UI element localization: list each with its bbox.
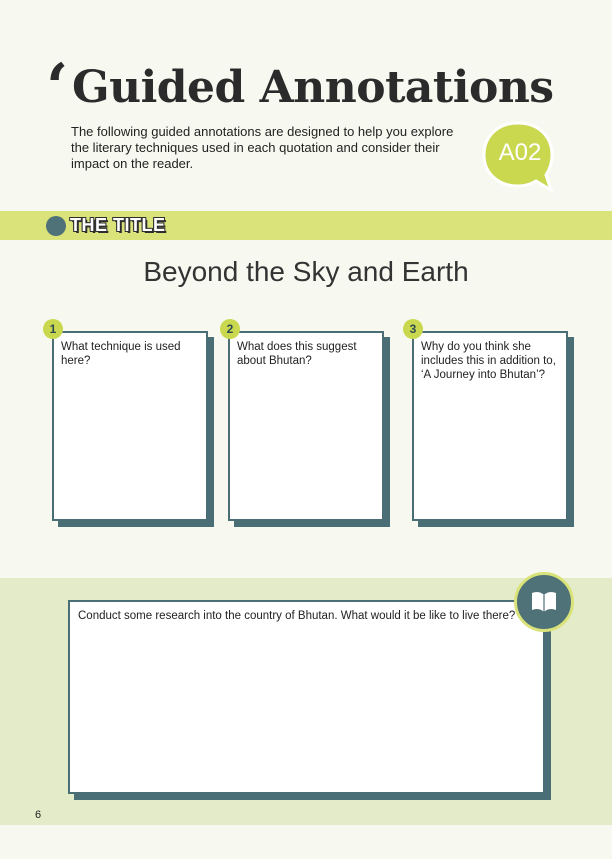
research-answer-box[interactable] (68, 600, 545, 794)
research-prompt: Conduct some research into the country of Bhutan. What would it be like to live there? (78, 610, 516, 622)
section-dot-icon (46, 216, 66, 236)
title-row (46, 50, 554, 125)
quotation-title: Beyond the Sky and Earth (143, 256, 469, 287)
question-text: Why do you think she includes this in addition to, ‘A Journey into Bhutan’? (421, 341, 556, 381)
question-number-badge: 2 (220, 319, 240, 339)
badge-label: A02 (498, 139, 542, 166)
quote-mark-icon: ‘ (46, 50, 69, 125)
question-number-badge: 3 (403, 319, 423, 339)
book-icon (530, 589, 558, 615)
question-box-3[interactable] (412, 331, 568, 521)
question-text: What technique is used here? (61, 341, 181, 367)
page-title: Guided Annotations (72, 62, 554, 113)
intro-text: The following guided annotations are designed to help you explore the literary techniques used in each quotation and consider their impact on the reader. (71, 124, 454, 171)
research-icon-badge (514, 572, 574, 632)
section-heading: THE TITLE (70, 215, 166, 235)
page-number: 6 (35, 809, 42, 821)
assessment-badge (481, 120, 555, 190)
question-number-badge: 1 (43, 319, 63, 339)
question-text: What does this suggest about Bhutan? (237, 341, 357, 367)
question-box-1[interactable] (52, 331, 208, 521)
question-box-2[interactable] (228, 331, 384, 521)
